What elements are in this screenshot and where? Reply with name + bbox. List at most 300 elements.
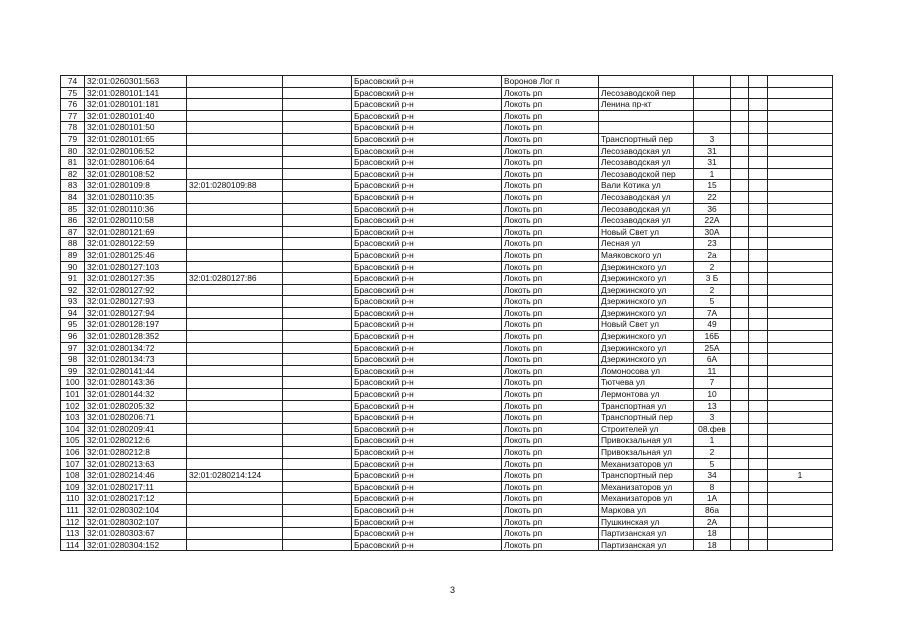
linked-cadastral-number: [187, 168, 283, 180]
empty-cell: [731, 447, 749, 459]
empty-cell: [283, 481, 352, 493]
cadastral-number: 32:01:0280127:35: [85, 273, 187, 285]
extra-value-cell: [768, 249, 833, 261]
extra-value-cell: [768, 87, 833, 99]
empty-cell: [749, 504, 768, 516]
table-row: [61, 458, 833, 470]
empty-cell: [731, 493, 749, 505]
extra-value-cell: [768, 307, 833, 319]
table-row: [61, 435, 833, 447]
linked-cadastral-number: [187, 76, 283, 88]
extra-value-cell: [768, 76, 833, 88]
empty-cell: [731, 284, 749, 296]
empty-cell: [731, 157, 749, 169]
table-row: [61, 122, 833, 134]
linked-cadastral-number: [187, 122, 283, 134]
settlement-cell: Локоть рп: [502, 145, 599, 157]
empty-cell: [283, 377, 352, 389]
empty-cell: [749, 133, 768, 145]
cadastral-number: 32:01:0280205:32: [85, 400, 187, 412]
extra-value-cell: [768, 528, 833, 540]
house-number-cell: [694, 87, 731, 99]
row-number: 78: [61, 122, 85, 134]
table-row: [61, 296, 833, 308]
house-number-cell: 15: [694, 180, 731, 192]
extra-value-cell: [768, 539, 833, 551]
settlement-cell: Локоть рп: [502, 354, 599, 366]
house-number-cell: 18: [694, 539, 731, 551]
empty-cell: [749, 296, 768, 308]
house-number-cell: 49: [694, 319, 731, 331]
empty-cell: [749, 110, 768, 122]
cadastral-number: 32:01:0280213:63: [85, 458, 187, 470]
street-cell: Лесозаводской пер: [599, 168, 694, 180]
linked-cadastral-number: [187, 516, 283, 528]
row-number: 102: [61, 400, 85, 412]
row-number: 100: [61, 377, 85, 389]
extra-value-cell: [768, 377, 833, 389]
cadastral-number: 32:01:0280134:73: [85, 354, 187, 366]
row-number: 83: [61, 180, 85, 192]
row-number: 76: [61, 99, 85, 111]
cadastral-number: 32:01:0280122:59: [85, 238, 187, 250]
table-row: [61, 331, 833, 343]
settlement-cell: Локоть рп: [502, 400, 599, 412]
empty-cell: [283, 261, 352, 273]
row-number: 92: [61, 284, 85, 296]
linked-cadastral-number: [187, 354, 283, 366]
row-number: 91: [61, 273, 85, 285]
empty-cell: [731, 354, 749, 366]
table-row: [61, 423, 833, 435]
street-cell: Лесозаводская ул: [599, 203, 694, 215]
linked-cadastral-number: [187, 110, 283, 122]
empty-cell: [283, 354, 352, 366]
empty-cell: [731, 412, 749, 424]
district-cell: Брасовский р-н: [352, 539, 502, 551]
settlement-cell: Воронов Лог п: [502, 76, 599, 88]
settlement-cell: Локоть рп: [502, 470, 599, 482]
extra-value-cell: [768, 481, 833, 493]
empty-cell: [731, 168, 749, 180]
cadastral-number: 32:01:0260301:563: [85, 76, 187, 88]
empty-cell: [749, 87, 768, 99]
empty-cell: [749, 215, 768, 227]
table-row: [61, 215, 833, 227]
linked-cadastral-number: [187, 435, 283, 447]
district-cell: Брасовский р-н: [352, 331, 502, 343]
district-cell: Брасовский р-н: [352, 481, 502, 493]
empty-cell: [749, 412, 768, 424]
row-number: 90: [61, 261, 85, 273]
district-cell: Брасовский р-н: [352, 458, 502, 470]
table-row: [61, 539, 833, 551]
house-number-cell: 11: [694, 365, 731, 377]
district-cell: Брасовский р-н: [352, 273, 502, 285]
empty-cell: [283, 307, 352, 319]
street-cell: Новый Свет ул: [599, 226, 694, 238]
linked-cadastral-number: [187, 296, 283, 308]
table-row: [61, 273, 833, 285]
empty-cell: [731, 481, 749, 493]
cadastral-number: 32:01:0280101:141: [85, 87, 187, 99]
district-cell: Брасовский р-н: [352, 354, 502, 366]
extra-value-cell: [768, 145, 833, 157]
extra-value-cell: [768, 423, 833, 435]
empty-cell: [731, 435, 749, 447]
cadastral-number: 32:01:0280209:41: [85, 423, 187, 435]
settlement-cell: Локоть рп: [502, 516, 599, 528]
cadastral-number: 32:01:0280212:6: [85, 435, 187, 447]
house-number-cell: 22А: [694, 215, 731, 227]
empty-cell: [749, 191, 768, 203]
street-cell: Дзержинского ул: [599, 261, 694, 273]
extra-value-cell: [768, 238, 833, 250]
table-row: [61, 354, 833, 366]
cadastral-number: 32:01:0280217:11: [85, 481, 187, 493]
row-number: 109: [61, 481, 85, 493]
empty-cell: [283, 168, 352, 180]
linked-cadastral-number: [187, 238, 283, 250]
empty-cell: [283, 191, 352, 203]
row-number: 87: [61, 226, 85, 238]
settlement-cell: Локоть рп: [502, 319, 599, 331]
cadastral-number: 32:01:0280101:50: [85, 122, 187, 134]
district-cell: Брасовский р-н: [352, 400, 502, 412]
street-cell: [599, 76, 694, 88]
street-cell: Механизаторов ул: [599, 493, 694, 505]
settlement-cell: Локоть рп: [502, 447, 599, 459]
street-cell: Механизаторов ул: [599, 481, 694, 493]
table-row: [61, 76, 833, 88]
district-cell: Брасовский р-н: [352, 435, 502, 447]
extra-value-cell: [768, 203, 833, 215]
street-cell: Транспортная ул: [599, 400, 694, 412]
table-row: [61, 168, 833, 180]
extra-value-cell: [768, 273, 833, 285]
empty-cell: [283, 331, 352, 343]
cadastral-number: 32:01:0280109:8: [85, 180, 187, 192]
empty-cell: [749, 157, 768, 169]
table-row: [61, 504, 833, 516]
row-number: 79: [61, 133, 85, 145]
row-number: 110: [61, 493, 85, 505]
table-row: [61, 261, 833, 273]
empty-cell: [283, 470, 352, 482]
house-number-cell: 86а: [694, 504, 731, 516]
linked-cadastral-number: [187, 377, 283, 389]
empty-cell: [283, 157, 352, 169]
table-row: [61, 110, 833, 122]
settlement-cell: Локоть рп: [502, 273, 599, 285]
house-number-cell: 2А: [694, 516, 731, 528]
street-cell: Пушкинская ул: [599, 516, 694, 528]
district-cell: Брасовский р-н: [352, 447, 502, 459]
empty-cell: [731, 331, 749, 343]
empty-cell: [749, 481, 768, 493]
row-number: 89: [61, 249, 85, 261]
empty-cell: [749, 435, 768, 447]
district-cell: Брасовский р-н: [352, 145, 502, 157]
extra-value-cell: [768, 516, 833, 528]
street-cell: Дзержинского ул: [599, 354, 694, 366]
district-cell: Брасовский р-н: [352, 261, 502, 273]
district-cell: Брасовский р-н: [352, 122, 502, 134]
street-cell: Вали Котика ул: [599, 180, 694, 192]
empty-cell: [749, 226, 768, 238]
empty-cell: [731, 180, 749, 192]
settlement-cell: Локоть рп: [502, 458, 599, 470]
district-cell: Брасовский р-н: [352, 168, 502, 180]
street-cell: [599, 122, 694, 134]
table-row: [61, 342, 833, 354]
empty-cell: [749, 307, 768, 319]
extra-value-cell: [768, 493, 833, 505]
extra-value-cell: [768, 133, 833, 145]
extra-value-cell: 1: [768, 470, 833, 482]
settlement-cell: Локоть рп: [502, 203, 599, 215]
extra-value-cell: [768, 319, 833, 331]
row-number: 114: [61, 539, 85, 551]
table-row: [61, 319, 833, 331]
table-row: [61, 226, 833, 238]
cadastral-number: 32:01:0280128:197: [85, 319, 187, 331]
empty-cell: [749, 319, 768, 331]
empty-cell: [283, 412, 352, 424]
house-number-cell: 2: [694, 284, 731, 296]
house-number-cell: 2а: [694, 249, 731, 261]
extra-value-cell: [768, 180, 833, 192]
extra-value-cell: [768, 226, 833, 238]
house-number-cell: [694, 99, 731, 111]
page-number: 3: [449, 585, 455, 595]
house-number-cell: 31: [694, 145, 731, 157]
linked-cadastral-number: [187, 87, 283, 99]
extra-value-cell: [768, 168, 833, 180]
row-number: 105: [61, 435, 85, 447]
district-cell: Брасовский р-н: [352, 249, 502, 261]
cadastral-number: 32:01:0280304:152: [85, 539, 187, 551]
empty-cell: [749, 261, 768, 273]
empty-cell: [731, 226, 749, 238]
cadastral-number: 32:01:0280127:103: [85, 261, 187, 273]
settlement-cell: Локоть рп: [502, 412, 599, 424]
empty-cell: [731, 342, 749, 354]
linked-cadastral-number: [187, 493, 283, 505]
empty-cell: [749, 168, 768, 180]
house-number-cell: [694, 76, 731, 88]
table-row: [61, 377, 833, 389]
empty-cell: [283, 226, 352, 238]
row-number: 74: [61, 76, 85, 88]
empty-cell: [731, 470, 749, 482]
street-cell: Лесозаводская ул: [599, 191, 694, 203]
empty-cell: [749, 539, 768, 551]
house-number-cell: 7: [694, 377, 731, 389]
empty-cell: [283, 319, 352, 331]
empty-cell: [283, 365, 352, 377]
empty-cell: [731, 261, 749, 273]
empty-cell: [283, 400, 352, 412]
row-number: 97: [61, 342, 85, 354]
linked-cadastral-number: 32:01:0280109:88: [187, 180, 283, 192]
house-number-cell: 1А: [694, 493, 731, 505]
empty-cell: [749, 99, 768, 111]
cadastral-number: 32:01:0280206:71: [85, 412, 187, 424]
linked-cadastral-number: [187, 249, 283, 261]
empty-cell: [731, 145, 749, 157]
extra-value-cell: [768, 342, 833, 354]
extra-value-cell: [768, 191, 833, 203]
empty-cell: [749, 389, 768, 401]
linked-cadastral-number: [187, 226, 283, 238]
district-cell: Брасовский р-н: [352, 319, 502, 331]
cadastral-number: 32:01:0280143:36: [85, 377, 187, 389]
empty-cell: [283, 504, 352, 516]
settlement-cell: Локоть рп: [502, 87, 599, 99]
linked-cadastral-number: [187, 133, 283, 145]
empty-cell: [749, 516, 768, 528]
extra-value-cell: [768, 365, 833, 377]
empty-cell: [749, 122, 768, 134]
empty-cell: [731, 191, 749, 203]
district-cell: Брасовский р-н: [352, 180, 502, 192]
district-cell: Брасовский р-н: [352, 423, 502, 435]
linked-cadastral-number: [187, 504, 283, 516]
cadastral-number: 32:01:0280108:52: [85, 168, 187, 180]
settlement-cell: Локоть рп: [502, 110, 599, 122]
row-number: 85: [61, 203, 85, 215]
district-cell: Брасовский р-н: [352, 470, 502, 482]
house-number-cell: 16Б: [694, 331, 731, 343]
empty-cell: [731, 516, 749, 528]
extra-value-cell: [768, 504, 833, 516]
settlement-cell: Локоть рп: [502, 504, 599, 516]
empty-cell: [749, 76, 768, 88]
table-row: [61, 447, 833, 459]
empty-cell: [731, 389, 749, 401]
linked-cadastral-number: [187, 412, 283, 424]
settlement-cell: Локоть рп: [502, 539, 599, 551]
settlement-cell: Локоть рп: [502, 261, 599, 273]
street-cell: Ломоносова ул: [599, 365, 694, 377]
linked-cadastral-number: [187, 331, 283, 343]
linked-cadastral-number: [187, 447, 283, 459]
cadastral-number: 32:01:0280101:65: [85, 133, 187, 145]
street-cell: Лесозаводская ул: [599, 157, 694, 169]
empty-cell: [283, 145, 352, 157]
empty-cell: [283, 215, 352, 227]
linked-cadastral-number: [187, 261, 283, 273]
settlement-cell: Локоть рп: [502, 435, 599, 447]
district-cell: Брасовский р-н: [352, 110, 502, 122]
cadastral-number: 32:01:0280214:46: [85, 470, 187, 482]
empty-cell: [749, 203, 768, 215]
empty-cell: [731, 458, 749, 470]
extra-value-cell: [768, 447, 833, 459]
district-cell: Брасовский р-н: [352, 504, 502, 516]
house-number-cell: 18: [694, 528, 731, 540]
table-row: [61, 389, 833, 401]
extra-value-cell: [768, 261, 833, 273]
empty-cell: [731, 133, 749, 145]
extra-value-cell: [768, 331, 833, 343]
empty-cell: [283, 342, 352, 354]
street-cell: Новый Свет ул: [599, 319, 694, 331]
empty-cell: [749, 284, 768, 296]
empty-cell: [749, 331, 768, 343]
empty-cell: [749, 447, 768, 459]
row-number: 108: [61, 470, 85, 482]
row-number: 95: [61, 319, 85, 331]
empty-cell: [731, 319, 749, 331]
street-cell: Дзержинского ул: [599, 331, 694, 343]
house-number-cell: 22: [694, 191, 731, 203]
cadastral-number: 32:01:0280303:67: [85, 528, 187, 540]
cadastral-number: 32:01:0280128:352: [85, 331, 187, 343]
settlement-cell: Локоть рп: [502, 423, 599, 435]
street-cell: Дзержинского ул: [599, 342, 694, 354]
district-cell: Брасовский р-н: [352, 284, 502, 296]
house-number-cell: 36: [694, 203, 731, 215]
empty-cell: [731, 122, 749, 134]
row-number: 112: [61, 516, 85, 528]
house-number-cell: 23: [694, 238, 731, 250]
linked-cadastral-number: [187, 365, 283, 377]
cadastral-number: 32:01:0280101:181: [85, 99, 187, 111]
district-cell: Брасовский р-н: [352, 238, 502, 250]
empty-cell: [283, 122, 352, 134]
district-cell: Брасовский р-н: [352, 389, 502, 401]
house-number-cell: 3: [694, 133, 731, 145]
district-cell: Брасовский р-н: [352, 493, 502, 505]
row-number: 113: [61, 528, 85, 540]
empty-cell: [749, 458, 768, 470]
cadastral-number: 32:01:0280141:44: [85, 365, 187, 377]
street-cell: Дзержинского ул: [599, 284, 694, 296]
district-cell: Брасовский р-н: [352, 516, 502, 528]
cadastral-number: 32:01:0280127:94: [85, 307, 187, 319]
house-number-cell: 5: [694, 458, 731, 470]
district-cell: Брасовский р-н: [352, 296, 502, 308]
street-cell: [599, 110, 694, 122]
house-number-cell: 1: [694, 168, 731, 180]
linked-cadastral-number: [187, 203, 283, 215]
linked-cadastral-number: [187, 191, 283, 203]
street-cell: Транспортный пер: [599, 133, 694, 145]
empty-cell: [749, 377, 768, 389]
row-number: 98: [61, 354, 85, 366]
settlement-cell: Локоть рп: [502, 296, 599, 308]
district-cell: Брасовский р-н: [352, 87, 502, 99]
settlement-cell: Локоть рп: [502, 180, 599, 192]
settlement-cell: Локоть рп: [502, 389, 599, 401]
empty-cell: [283, 435, 352, 447]
street-cell: Транспортный пер: [599, 470, 694, 482]
house-number-cell: 31: [694, 157, 731, 169]
house-number-cell: 10: [694, 389, 731, 401]
settlement-cell: Локоть рп: [502, 249, 599, 261]
street-cell: Лесозаводская ул: [599, 145, 694, 157]
house-number-cell: 8: [694, 481, 731, 493]
street-cell: Строителей ул: [599, 423, 694, 435]
street-cell: Дзержинского ул: [599, 307, 694, 319]
street-cell: Дзержинского ул: [599, 273, 694, 285]
street-cell: Партизанская ул: [599, 539, 694, 551]
district-cell: Брасовский р-н: [352, 342, 502, 354]
table-row: [61, 249, 833, 261]
row-number: 103: [61, 412, 85, 424]
